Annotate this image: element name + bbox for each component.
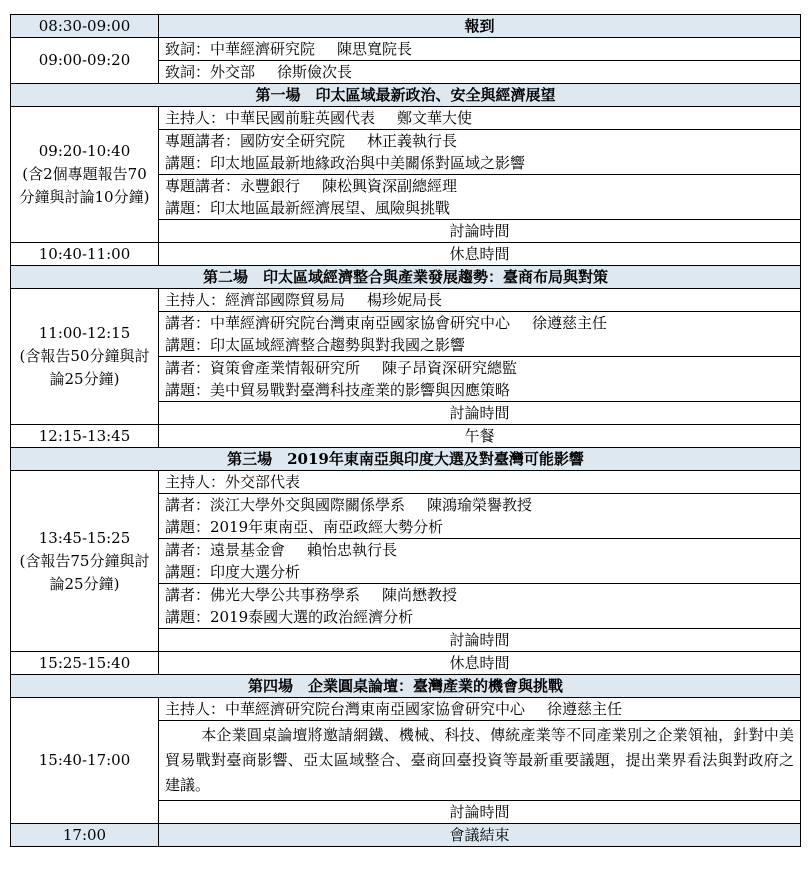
- session3-talk3-speaker: [159, 584, 801, 607]
- registration-time: 08:30-09:00: [11, 15, 159, 38]
- session2-title: 第二場 印太區域經濟整合與產業發展趨勢：臺商布局與對策: [11, 266, 801, 289]
- session3-header: [11, 448, 801, 471]
- host-role: 主持人：經濟部國際貿易局: [165, 290, 346, 309]
- opening-row: [11, 38, 801, 61]
- speaker-name: 陳子昂資深研究總監: [382, 358, 518, 377]
- session3-talk3-topic: 講題：2019泰國大選的政治經濟分析: [159, 606, 801, 629]
- opening-speaker-1: [159, 38, 801, 61]
- session3-time: 13:45-15:25: [38, 528, 131, 547]
- session1-discussion: 討論時間: [159, 220, 801, 243]
- speaker-name: 陳尚懋教授: [382, 585, 458, 604]
- host-name: 徐遵慈主任: [547, 699, 623, 718]
- session2-discussion: 討論時間: [159, 402, 801, 425]
- break2-label: 休息時間: [159, 652, 801, 675]
- break1-time: 10:40-11:00: [11, 243, 159, 266]
- speaker-role: 講者：淡江大學外交與國際關係學系: [165, 495, 406, 514]
- closing-row: [11, 824, 801, 847]
- session4-row: [11, 698, 801, 721]
- lunch-row: [11, 425, 801, 448]
- session3-talk1-topic: 講題：2019年東南亞、南亞政經大勢分析: [159, 516, 801, 539]
- session2-talk2-topic: 講題：美中貿易戰對臺灣科技產業的影響與因應策略: [159, 379, 801, 402]
- closing-label: 會議結束: [159, 824, 801, 847]
- session1-header: [11, 84, 801, 107]
- registration-label: 報到: [159, 15, 801, 38]
- break1-label: 休息時間: [159, 243, 801, 266]
- speaker-name: 賴怡忠執行長: [307, 540, 398, 559]
- session1-time: 09:20-10:40: [38, 142, 131, 160]
- session3-talk1-speaker: [159, 494, 801, 517]
- speaker-name: 徐遵慈主任: [532, 313, 608, 332]
- session4-title: 第四場 企業圓桌論壇：臺灣產業的機會與挑戰: [11, 675, 801, 698]
- speaker-role: 致詞：中華經濟研究院: [165, 39, 316, 58]
- session3-talk2-topic: 講題：印度大選分析: [159, 561, 801, 584]
- session4-header: [11, 675, 801, 698]
- break1-row: [11, 243, 801, 266]
- session3-time-note: (含報告75分鐘與討論25分鐘): [19, 551, 150, 593]
- session2-time-cell: [11, 289, 159, 425]
- session2-talk1-topic: 講題：印太區域經濟整合趨勢與對我國之影響: [159, 334, 801, 357]
- session2-talk2-speaker: [159, 357, 801, 380]
- session3-title: 第三場 2019年東南亞與印度大選及對臺灣可能影響: [11, 448, 801, 471]
- registration-row: [11, 15, 801, 38]
- lunch-time: 12:15-13:45: [11, 425, 159, 448]
- agenda-table: [10, 14, 801, 847]
- session3-discussion: 討論時間: [159, 629, 801, 652]
- session3-row: [11, 471, 801, 494]
- speaker-role: 講者：資策會產業情報研究所: [165, 358, 361, 377]
- host-role: 主持人：中華經濟研究院台灣東南亞國家協會研究中心: [165, 699, 526, 718]
- lunch-label: 午餐: [159, 425, 801, 448]
- session4-time: 15:40-17:00: [11, 698, 159, 824]
- session1-talk2-speaker: [159, 175, 801, 198]
- session2-time: 11:00-12:15: [38, 324, 131, 342]
- opening-speaker-2: [159, 61, 801, 84]
- session1-host: [159, 107, 801, 130]
- session1-time-note: (含2個專題報告70分鐘與討論10分鐘): [19, 165, 150, 206]
- session3-talk2-speaker: [159, 539, 801, 562]
- speaker-name: 陳思寬院長: [337, 39, 413, 58]
- session4-host: [159, 698, 801, 721]
- session2-host: [159, 289, 801, 312]
- speaker-name: 陳鴻瑜榮譽教授: [427, 495, 533, 514]
- speaker-name: 陳松興資深副總經理: [322, 176, 458, 195]
- host-name: 楊珍妮局長: [367, 290, 443, 309]
- opening-time: 09:00-09:20: [11, 38, 159, 84]
- session2-row: [11, 289, 801, 312]
- break2-row: [11, 652, 801, 675]
- speaker-name: 徐斯儉次長: [277, 62, 353, 81]
- host-name: 鄭文華大使: [397, 108, 473, 127]
- speaker-role: 講者：遠景基金會: [165, 540, 286, 559]
- session4-discussion: 討論時間: [159, 801, 801, 824]
- session1-talk2-topic: 講題：印太地區最新經濟展望、風險與挑戰: [159, 197, 801, 220]
- closing-time: 17:00: [11, 824, 159, 847]
- session3-host: 主持人：外交部代表: [159, 471, 801, 494]
- speaker-role: 專題講者：永豐銀行: [165, 176, 301, 195]
- session1-talk1-speaker: [159, 130, 801, 153]
- session1-row: [11, 107, 801, 130]
- speaker-role: 講者：中華經濟研究院台灣東南亞國家協會研究中心: [165, 313, 511, 332]
- session3-time-cell: [11, 471, 159, 652]
- session1-talk1-topic: 講題：印太地區最新地緣政治與中美關係對區域之影響: [159, 152, 801, 175]
- session4-description-cell: [159, 721, 801, 801]
- session2-time-note: (含報告50分鐘與討論25分鐘): [19, 347, 150, 388]
- session1-title: 第一場 印太區域最新政治、安全與經濟展望: [11, 84, 801, 107]
- speaker-role: 致詞：外交部: [165, 62, 256, 81]
- session1-time-cell: [11, 107, 159, 243]
- session2-talk1-speaker: [159, 312, 801, 335]
- host-role: 主持人：中華民國前駐英國代表: [165, 108, 376, 127]
- session4-description: 本企業圓桌論壇將邀請網鐵、機械、科技、傳統產業等不同產業別之企業領袖，針對中美貿易戰對臺商影響、亞太區域整合、臺商回臺投資等最新重要議題，提出業界看法與對政府之建議。: [165, 726, 794, 794]
- speaker-role: 專題講者：國防安全研究院: [165, 131, 346, 150]
- speaker-name: 林正義執行長: [367, 131, 458, 150]
- speaker-role: 講者：佛光大學公共事務學系: [165, 585, 361, 604]
- session2-header: [11, 266, 801, 289]
- break2-time: 15:25-15:40: [11, 652, 159, 675]
